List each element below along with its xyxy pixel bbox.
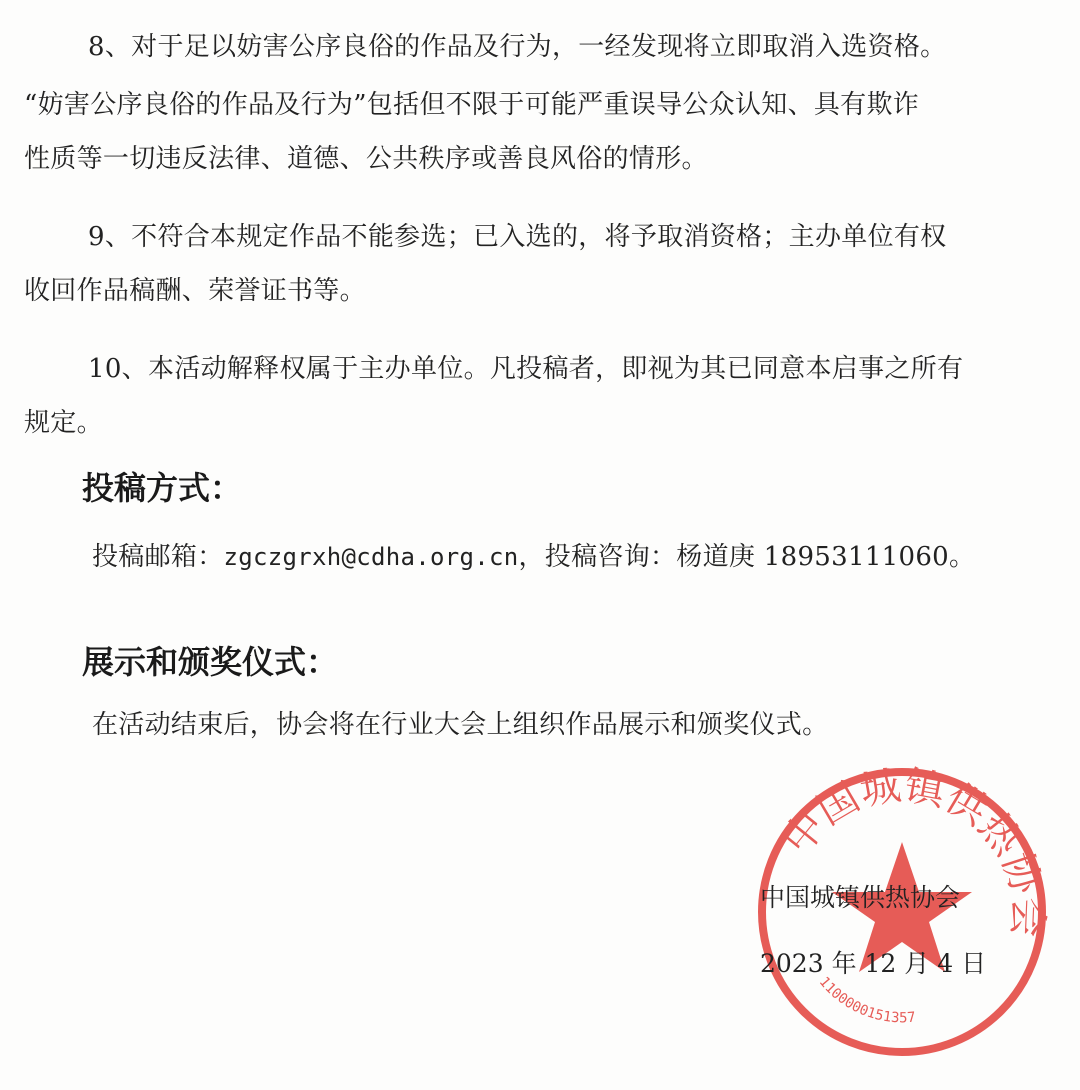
ceremony-heading: 展示和颁奖仪式： [82,643,339,681]
item10-line1: 10、本活动解释权属于主办单位。凡投稿者，即视为其已同意本启事之所有 [88,354,964,384]
item10-line2: 规定。 [24,408,103,438]
consult-label: ，投稿咨询：杨道庚 [518,542,764,572]
signature-date: 2023 年 12 月 4 日 [760,949,987,978]
signature-org: 中国城镇供热协会 [760,883,961,912]
submission-line [92,540,975,574]
item8-line3: 性质等一切违反法律、道德、公共秩序或善良风俗的情形。 [24,144,708,174]
seal-number: 1100000151357 [815,974,917,1027]
email-address: zgczgrxh@cdha.org.cn [223,543,519,571]
item8-line2: “妨害公序良俗的作品及行为”包括但不限于可能严重误导公众认知、具有欺诈 [24,90,920,120]
submission-heading: 投稿方式： [82,469,243,507]
item9-line1: 9、不符合本规定作品不能参选；已入选的，将予取消资格；主办单位有权 [88,222,947,252]
line-end: 。 [949,542,976,572]
phone-number: 18953111060 [763,542,950,572]
item9-line2: 收回作品稿酬、荣誉证书等。 [24,276,366,306]
item8-line1: 8、对于足以妨害公序良俗的作品及行为，一经发现将立即取消入选资格。 [88,32,947,62]
email-label: 投稿邮箱： [92,542,224,572]
seal-text: 中国城镇供热协会 [774,762,1051,939]
ceremony-text: 在活动结束后，协会将在行业大会上组织作品展示和颁奖仪式。 [92,710,829,740]
